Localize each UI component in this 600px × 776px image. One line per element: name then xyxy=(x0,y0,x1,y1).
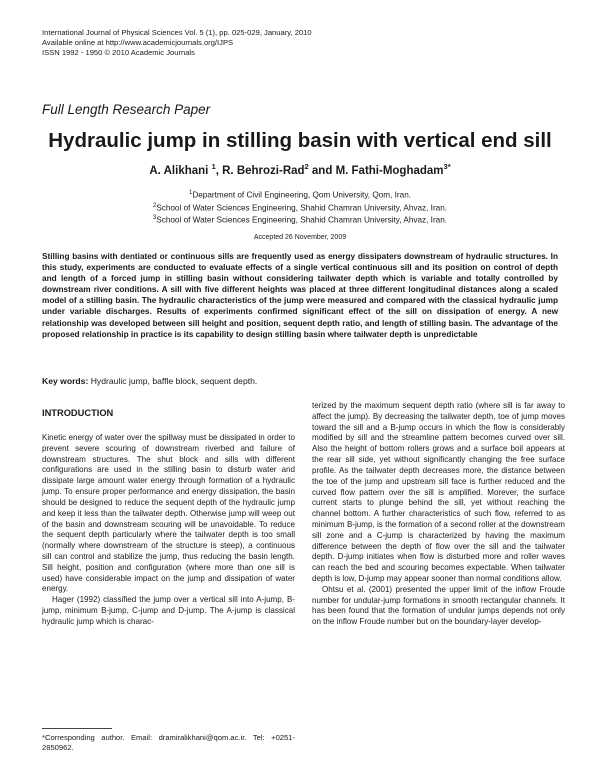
left-column xyxy=(42,433,295,628)
author-list: A. Alikhani $^1$, R. Behrozi-Rad$^2$ and M. Fathi-Moghadam$^{3*}$ xyxy=(149,162,451,177)
journal-header xyxy=(42,28,312,58)
author-affil-mark: 1 xyxy=(211,162,216,171)
paragraph: terized by the maximum sequent depth ratio (where sill is far away to affect the jump). By decreasing the tailwater depth, toe of jump moves toward the sill and a B-jump occurs in which the flow is considerably modified by sill and the streamline pattern becomes curved over sill. Also the height of bottom rollers grows and a surface boil appears at the rear sill side, yet without significantly changing the free surface profile. As the tailwater depth decreases more, the distance between the toe of the jump and upstream sill face is further reduced and the curved flow pattern over the sill is amplified. Morever, the surface current starts to plunge behind the sill, yet without reaching the channel bottom. A further characteristics of such flow, referred to as minimum B-jump, is the formation of a second roller at the downstream sill zone and a C-jump is characterized by having the maximum difference between the depth of flow over the sill and the tailwater depth. D-jump initiates when flow is disturbed more and roller waves can reach the bed and scouring becomes expectable. When tailwater depth is low, D-jump may appear sooner than normal conditions allow. xyxy=(312,401,565,583)
keywords xyxy=(42,376,257,386)
abstract: Stilling basins with dentiated or continuous sills are frequently used as energy dissipaters downstream of hydraulic structures. In this study, experiments are conducted to evaluate effects of a single vertical continuous sill and its position on control of depth and length of a forced jump in stilling basin without considering tailwater depth which is variable and totally controlled by downstream river conditions. A sill with five different heights was placed at three different longitudinal distances along a scaled model of a stilling basin. The hydraulic characteristics of the jump were measured and compared with the classical hydraulic jump under variable discharges. Results of experiments confirmed significant effect of the sill on dissipation of energy. A new relationship was developed between sill height and position, sequent depth ratio, and length of stilling basin. The advantage of the proposed relationship in practice is its capability to design stilling basin where tailwater depth is unpredictable xyxy=(42,252,558,339)
author-name: R. Behrozi-Rad xyxy=(222,164,305,177)
keywords-text: Hydraulic jump, baffle block, sequent depth. xyxy=(88,376,258,386)
footnote: *Corresponding author. Email: dramiralikhani@qom.ac.ir. Tel: +0251-2850962. xyxy=(42,733,295,753)
affiliation: $^1$Department of Civil Engineering, Qom University, Qom, Iran. xyxy=(188,190,412,200)
paper-type: Full Length Research Paper xyxy=(42,102,211,117)
journal-url: Available online at http://www.academicjournals.org/IJPS xyxy=(42,38,234,47)
paragraph: Hager (1992) classified the jump over a vertical sill into A-jump, B-jump, minimum B-jump, C-jump and D-jump. The A-jump is classical hydraulic jump which is charac- xyxy=(42,595,295,626)
author-name: A. Alikhani xyxy=(149,164,209,177)
author-affil-mark: 2 xyxy=(304,162,309,171)
journal-issn: ISSN 1992 - 1950 © 2010 Academic Journals xyxy=(42,48,195,57)
accepted-date: Accepted 26 November, 2009 xyxy=(253,234,347,241)
paragraph: Kinetic energy of water over the spillway must be dissipated in order to prevent severe scouring of downstream riverbed and failure of downstream structures. The shut block and sills with different configurations are used in the stilling basin to disturb water and dissipate large amount water energy through formation of a hydraulic jump. To ensure proper performance and energy dissipation, the basin should be designed to reduce the sequent depth of the hydraulic jump and keep it less than the tailwater depth. Otherwise jump will weep out of the basin and downstream scouring will be unavoidable. To reduce the sequent depth particularly where the tailwater depth is too small (normally where downstream of the structure is steep), a continuous sill can control and stabilize the jump, thus reducing the basin length. Sill height, position and configuration (where more than one sill is used) have considerable impact on the jump and dissipation of water energy. xyxy=(42,433,295,594)
affiliations xyxy=(0,188,600,226)
paper-title: Hydraulic jump in stilling basin with vertical end sill xyxy=(48,129,552,152)
footnote-divider xyxy=(42,728,112,729)
affiliation: $^3$School of Water Sciences Engineering, Shahid Chamran University, Ahvaz, Iran. xyxy=(152,215,448,226)
paragraph: Ohtsu et al. (2001) presented the upper limit of the inflow Froude number for undular-jump formations in smooth rectangular channels. It has been found that the formation of undular jumps depends not only on the inflow Froude number but on the boundary-layer develop- xyxy=(312,584,565,627)
author-name: M. Fathi-Moghadam xyxy=(335,164,444,177)
affiliation: $^2$School of Water Sciences Engineering, Shahid Chamran University, Ahvaz, Iran. xyxy=(152,202,448,213)
keywords-label: Key words: xyxy=(42,376,89,386)
journal-citation: International Journal of Physical Sciences Vol. 5 (1), pp. 025-029, January, 2010 xyxy=(42,28,312,37)
author-affil-mark: 3* xyxy=(443,162,451,171)
right-column xyxy=(312,401,565,628)
section-heading: INTRODUCTION xyxy=(42,408,114,418)
